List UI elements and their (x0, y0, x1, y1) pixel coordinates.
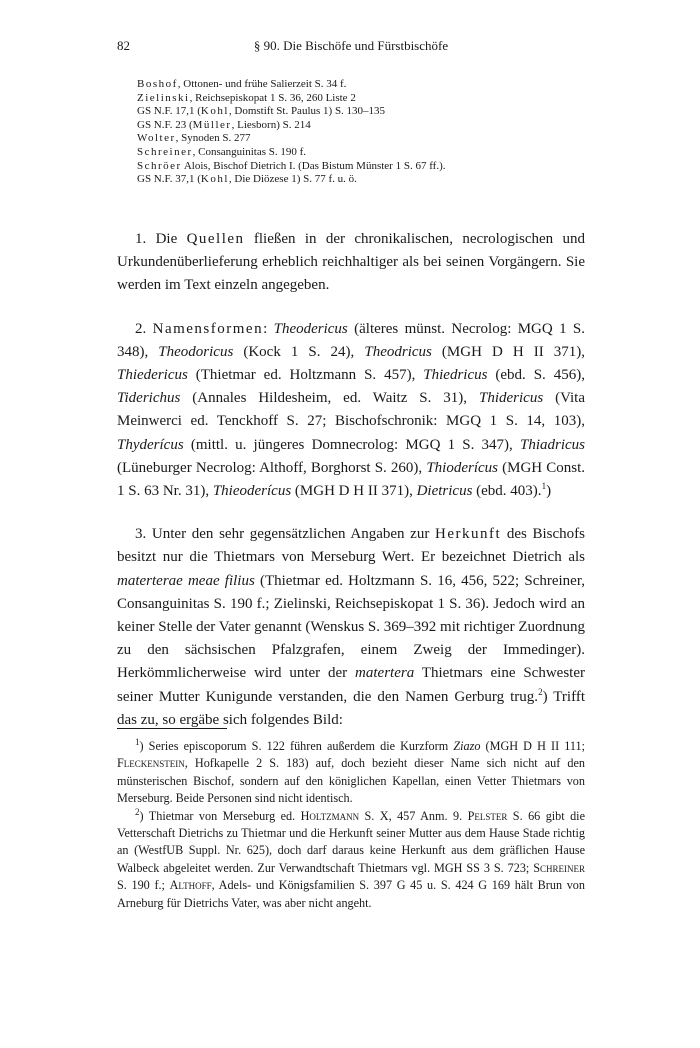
body-text (117, 228, 585, 752)
bibliography-entry: Wolter, Synoden S. 277 (137, 132, 251, 145)
bibliography-entry: Boshof, Ottonen- und frühe Salierzeit S. 34 f. (137, 78, 347, 90)
footnote-ref[interactable]: 1 (541, 481, 547, 492)
section-name-forms: 2. Namensformen: Theodericus (älteres münst. Necrolog: MGQ 1 S. 348), Theodoricus (Kock 1 S. 24), Theodricus (MGH D H II 371), Thiedericus (Thietmar ed. Holtzmann S. 457), Thiedricus (ebd. S. 456), Tiderichus (Annales Hildesheim, ed. Waitz S. 31), Thidericus (Vita Meinwerci ed. Tenckhoff S. 27; Bischofschronik: MGQ 1 S. 14, 103), Thyderícus (mittl. u. jüngeres Domnecrolog: MGQ 1 S. 347), Thiadricus (Lüneburger Necrolog: Althoff, Borghorst S. 260), Thioderícus (MGH Const. 1 S. 63 Nr. 31), Thieoderícus (MGH D H II 371), Dietricus (ebd. 403).$^1$) (117, 320, 586, 500)
bibliography-list (137, 78, 585, 187)
footnote-divider (117, 728, 227, 729)
footnotes (117, 738, 585, 912)
bibliography-entry: Schröer Alois, Bischof Dietrich I. (Das Bistum Münster 1 S. 67 ff.). (137, 159, 446, 172)
page-number: 82 (117, 38, 130, 53)
footnote-1: $^1$) Series episcoporum S. 122 führen außerdem die Kurzform Ziazo (MGH D H II 111; Fleckenstein, Hofkapelle 2 S. 183) auf, doch bezieht dieser Name sich nicht auf den münsterischen Bischof, sondern auf den königlichen Kapellan, einen Vetter Thietmars von Merseburg. Beide Personen sind nicht identisch. (117, 736, 586, 806)
footnote-2: $^2$) Thietmar von Merseburg ed. Holtzmann S. X, 457 Anm. 9. Pelster S. 66 gibt die Vetterschaft Dietrichs zu Thietmar und die Herkunft seiner Mutter aus dem Hause Stade richtig an (WestfUB Suppl. Nr. 625), doch darf daraus keine Herkunft aus dem gräflichen Hause Walbeck abgeleitet werden. Zur Verwandtschaft Thietmars vgl. MGH SS 3 S. 723; Schreiner S. 190 f.; Althoff, Adels- und Königsfamilien S. 397 G 45 u. S. 424 G 169 hält Brun von Arneburg für Dietrichs Vater, was aber nicht angeht. (117, 806, 585, 910)
bibliography-entry: GS N.F. 23 (Müller, Liesborn) S. 214 (137, 118, 311, 131)
bibliography-entry: Zielinski, Reichsepiskopat 1 S. 36, 260 Liste 2 (137, 91, 356, 104)
section-sources: 1. Die Quellen fließen in der chronikalischen, necrologischen und Urkundenüberlieferung erheblich reichhaltiger als bei seinen Vorgängern. Sie werden im Text einzeln angegeben. (117, 231, 585, 294)
bibliography-entry: GS N.F. 17,1 (Kohl, Domstift St. Paulus 1) S. 130–135 (137, 105, 386, 118)
running-head: § 90. Die Bischöfe und Fürstbischöfe (253, 38, 449, 53)
section-origin: 3. Unter den sehr gegensätzlichen Angaben zur Herkunft des Bischofs besitzt nur die Thietmars von Merseburg Wert. Er bezeichnet Dietrich als materterae meae filius (Thietmar ed. Holtzmann S. 16, 456, 522; Schreiner, Consanguinitas S. 190 f.; Zielinski, Reichsepiskopat 1 S. 36). Jedoch wird an keiner Stelle der Vater genannt (Wenskus S. 369–392 mit richtiger Zuordnung zu den sächsischen Pfalzgrafen, einem Zweig der Immedinger). Herkömmlicherweise wird unter der matertera Thietmars eine Schwester seiner Mutter Kunigunde verstanden, die den Namen Gerburg trug.$^2$) Trifft das zu, so ergäbe sich folgendes Bild: (117, 526, 586, 728)
bibliography-entry: GS N.F. 37,1 (Kohl, Die Diözese 1) S. 77 f. u. ö. (137, 173, 357, 186)
bibliography-entry: Schreiner, Consanguinitas S. 190 f. (137, 145, 307, 158)
page-header (117, 38, 585, 58)
footnote-ref[interactable]: 2 (538, 686, 543, 697)
